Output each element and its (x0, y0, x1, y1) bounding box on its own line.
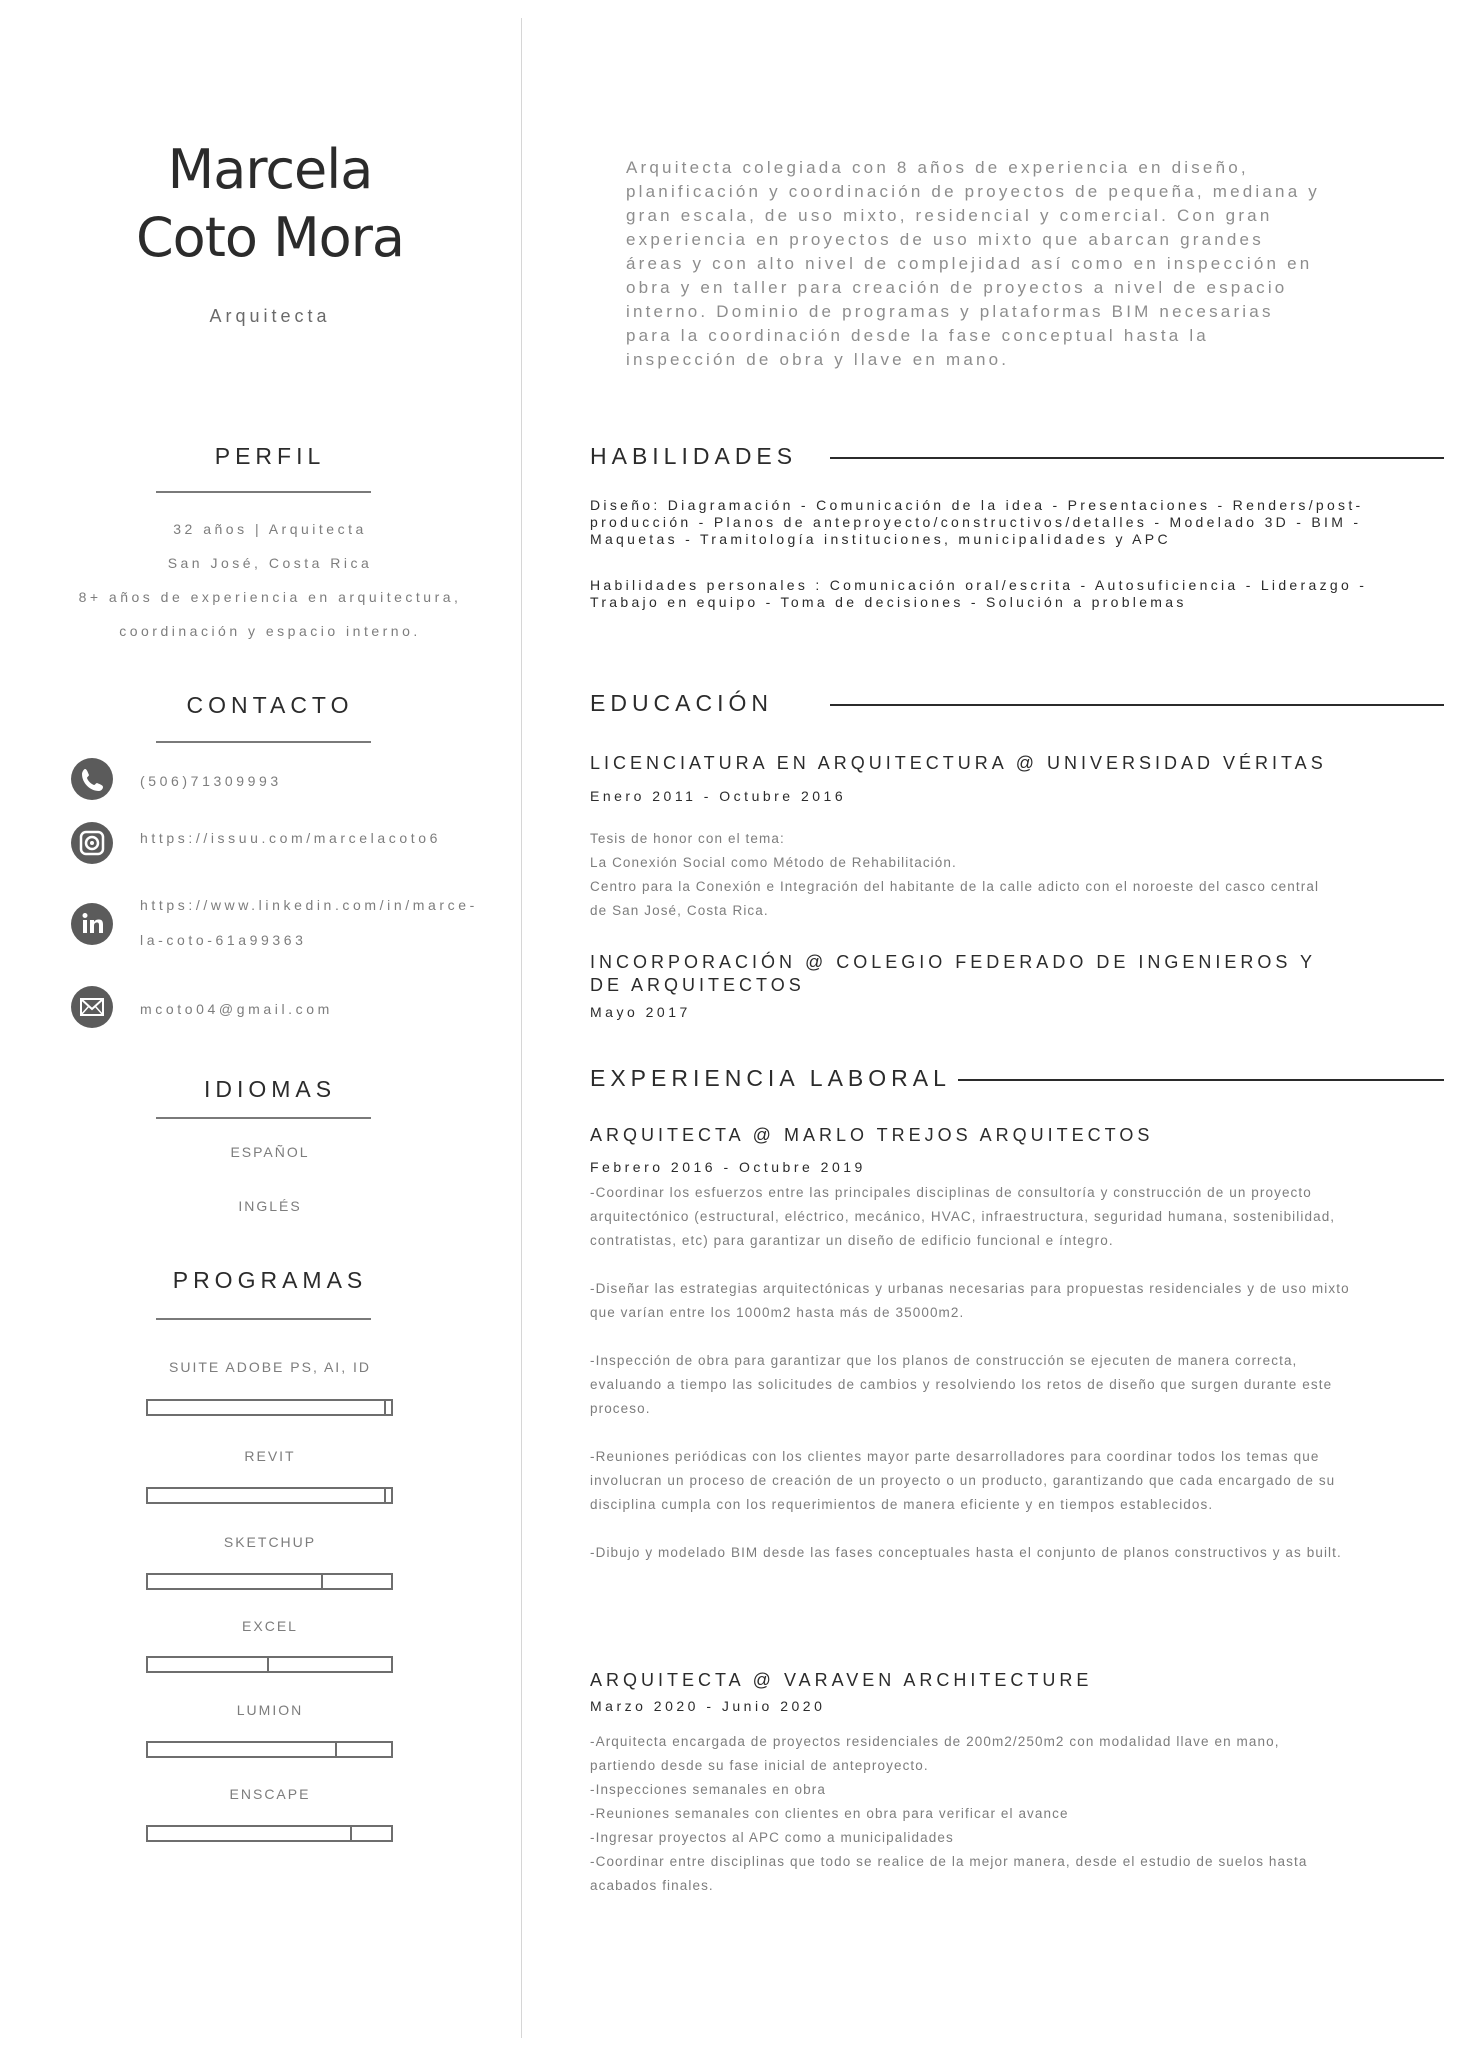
job-bullet: -Reuniones periódicas con los clientes mayor parte desarrolladores para coordinar todos los temas que involucran un proceso de creación de un proyecto o un producto, garantizando que cada encargado de su disciplina cumpla con los requerimientos de manera eficiente y en tiempos establecidos. (590, 1449, 1336, 1512)
program-name: REVIT (244, 1448, 296, 1464)
habilidades-rule (830, 457, 1444, 459)
program-skill-bar (146, 1573, 393, 1590)
incorporation-title: INCORPORACIÓN @ COLEGIO FEDERADO DE INGENIEROS Y (590, 952, 1317, 972)
phone-text[interactable]: (506)71309993 (140, 773, 282, 789)
job-bullet: -Coordinar los esfuerzos entre las principales disciplinas de consultoría y construcción de un proyecto arquitectónico (estructural, eléctrico, mecánico, HVAC, infraestructura, seguridad humana, sostenibilidad, contratistas, etc) para garantizar un diseño de edificio funcional e íntegro. (590, 1185, 1336, 1248)
program-skill-bar (146, 1825, 393, 1842)
job-title: Arquitecta (209, 306, 331, 326)
program-skill-fill (148, 1827, 352, 1840)
habilidades-heading: HABILIDADES (590, 443, 798, 469)
technical-skills: Diseño: Diagramación - Comunicación de la idea - Presentaciones - Renders/post-producción - Planos de anteproyecto/constructivos/detalles - Modelado 3D - BIM - Maquetas - Tramitología instituciones, municipalidades y APC (590, 497, 1364, 547)
programas-rule (156, 1318, 371, 1320)
perfil-age: 32 años | Arquitecta (173, 521, 367, 537)
job-description (590, 1730, 1350, 1898)
perfil-experience: 8+ años de experiencia en arquitectura, (78, 589, 462, 605)
program-name: LUMION (236, 1702, 304, 1718)
job-date: Marzo 2020 - Junio 2020 (590, 1698, 826, 1714)
degree-title: LICENCIATURA EN ARQUITECTURA @ UNIVERSIDAD VÉRITAS (590, 753, 1327, 773)
program-skill-fill (148, 1489, 386, 1502)
degree-date: Enero 2011 - Octubre 2016 (590, 788, 847, 804)
job-bullet: -Inspecciones semanales en obra (590, 1782, 826, 1797)
thesis-line: Centro para la Conexión e Integración del habitante de la calle adicto con el noroeste del casco central de San José, Costa Rica. (590, 879, 1320, 918)
job-bullet: -Arquitecta encargada de proyectos residenciales de 200m2/250m2 con modalidad llave en mano, partiendo desde su fase inicial de anteproyecto. (590, 1734, 1280, 1773)
job-description (590, 1181, 1350, 1565)
job-bullet: -Inspección de obra para garantizar que los planos de construcción se ejecuten de manera correcta, evaluando a tiempo las solicitudes de cambios y resolviendo los retos de diseño que surgen durante este proceso. (590, 1353, 1333, 1416)
language-item: ESPAÑOL (230, 1144, 310, 1160)
last-name: Coto Mora (135, 206, 405, 269)
program-skill-bar (146, 1656, 393, 1673)
program-name: SUITE ADOBE PS, AI, ID (169, 1359, 371, 1375)
incorporation-title-2: DE ARQUITECTOS (590, 975, 805, 995)
summary-text: Arquitecta colegiada con 8 años de experiencia en diseño, planificación y coordinación de proyectos de pequeña, mediana y gran escala, de uso mixto, residencial y comercial. Con gran experiencia en proyectos de uso mixto que abarcan grandes áreas y con alto nivel de complejidad así como en inspección en obra y en taller para creación de proyectos a nivel de espacio interno. Dominio de programas y plataformas BIM necesarias para la coordinación desde la fase conceptual hasta la inspección de obra y llave en mano. (626, 158, 1320, 369)
programas-heading: PROGRAMAS (172, 1267, 368, 1293)
job-bullet: -Coordinar entre disciplinas que todo se realice de la mejor manera, desde el estudio de suelos hasta acabados finales. (590, 1854, 1308, 1893)
job-date: Febrero 2016 - Octubre 2019 (590, 1159, 866, 1175)
experiencia-rule (958, 1079, 1444, 1081)
thesis-description (590, 827, 1320, 923)
personal-skills: Habilidades personales : Comunicación oral/escrita - Autosuficiencia - Liderazgo - Trabajo en equipo - Toma de decisiones - Solución a problemas (590, 577, 1368, 610)
thesis-line: Tesis de honor con el tema: (590, 831, 785, 846)
first-name: Marcela (167, 138, 373, 201)
idiomas-rule (156, 1117, 371, 1119)
issuu-icon (71, 822, 113, 864)
incorporation-date: Mayo 2017 (590, 1004, 691, 1020)
program-skill-fill (148, 1575, 323, 1588)
program-skill-bar (146, 1487, 393, 1504)
contacto-rule (156, 741, 371, 743)
program-skill-bar (146, 1399, 393, 1416)
thesis-line: La Conexión Social como Método de Rehabilitación. (590, 855, 957, 870)
program-name: SKETCHUP (223, 1534, 317, 1550)
phone-icon (71, 758, 113, 800)
perfil-location: San José, Costa Rica (167, 555, 373, 571)
email-link[interactable]: mcoto04@gmail.com (140, 1001, 333, 1017)
column-divider (521, 18, 522, 2038)
program-name: ENSCAPE (229, 1786, 311, 1802)
educacion-rule (830, 704, 1444, 706)
program-skill-fill (148, 1401, 386, 1414)
program-skill-fill (148, 1743, 337, 1756)
job-bullet: -Diseñar las estrategias arquitectónicas y urbanas necesarias para propuestas residenciales y de uso mixto que varían entre los 1000m2 hasta más de 35000m2. (590, 1281, 1350, 1320)
perfil-experience-2: coordinación y espacio interno. (119, 623, 421, 639)
job-bullet: -Ingresar proyectos al APC como a municipalidades (590, 1830, 954, 1845)
idiomas-heading: IDIOMAS (203, 1076, 337, 1102)
job-bullet: -Dibujo y modelado BIM desde las fases conceptuales hasta el conjunto de planos constructivos y as built. (590, 1545, 1342, 1560)
job-title: ARQUITECTA @ VARAVEN ARCHITECTURE (590, 1670, 1093, 1690)
language-item: INGLÉS (238, 1198, 302, 1214)
contacto-heading: CONTACTO (186, 692, 354, 718)
program-skill-bar (146, 1741, 393, 1758)
experiencia-heading: EXPERIENCIA LABORAL (590, 1065, 951, 1091)
perfil-heading: PERFIL (214, 443, 326, 469)
educacion-heading: EDUCACIÓN (590, 690, 774, 716)
perfil-rule (156, 491, 371, 493)
job-bullet: -Reuniones semanales con clientes en obra para verificar el avance (590, 1806, 1069, 1821)
issuu-link[interactable]: https://issuu.com/marcelacoto6 (140, 830, 441, 846)
program-skill-fill (148, 1658, 269, 1671)
job-title: ARQUITECTA @ MARLO TREJOS ARQUITECTOS (590, 1125, 1154, 1145)
linkedin-link-2[interactable]: la-coto-61a99363 (140, 932, 307, 948)
linkedin-link[interactable]: https://www.linkedin.com/in/marce- (140, 897, 478, 913)
email-icon (71, 986, 113, 1028)
linkedin-icon (71, 903, 113, 945)
program-name: EXCEL (242, 1618, 298, 1634)
